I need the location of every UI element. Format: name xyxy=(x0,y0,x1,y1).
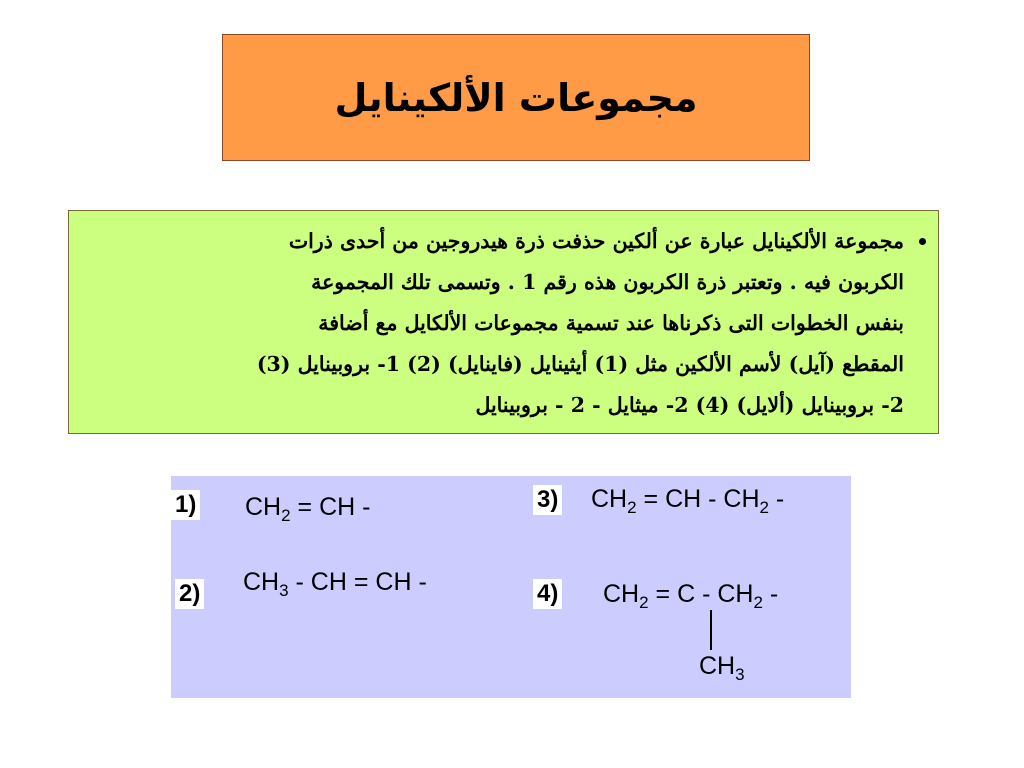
body-line: المقطع (آيل) لأسم الألكين مثل (1) أيثينايل (فاينايل) (2) 1- بروبينايل (3) xyxy=(256,352,904,376)
formula-number: 4) xyxy=(533,579,562,609)
formula-subscript: 3 xyxy=(279,581,289,600)
formula-text: - xyxy=(768,485,785,513)
formula-text: - CH = CH - xyxy=(288,568,427,596)
formula-text: = CH - xyxy=(290,493,371,521)
title-box xyxy=(222,34,810,161)
formula-text: CH xyxy=(245,493,282,521)
formula-text: CH xyxy=(603,580,640,608)
formula-text: - xyxy=(762,580,779,608)
formula-text: CH xyxy=(243,568,280,596)
formula-subscript: 2 xyxy=(639,593,649,612)
bullet-icon xyxy=(919,238,926,245)
formula-subscript: 2 xyxy=(753,593,763,612)
formula-number: 2) xyxy=(175,579,204,609)
formula-4 xyxy=(603,580,779,612)
formula-subscript: 2 xyxy=(627,498,637,517)
formula-subscript: 2 xyxy=(759,498,769,517)
body-line: 2- بروبينايل (ألايل) (4) 2- ميثايل - 2 - بروبينايل xyxy=(475,393,904,417)
formula-subscript: 3 xyxy=(735,665,745,684)
body-line: الكربون فيه . وتعتبر ذرة الكربون هذه رقم 1 . وتسمى تلك المجموعة xyxy=(311,270,904,294)
formula-2 xyxy=(243,568,427,600)
formula-number: 1) xyxy=(171,490,200,520)
body-text-box xyxy=(68,210,939,434)
formula-1 xyxy=(245,493,371,525)
formula-text: CH xyxy=(699,652,736,680)
formula-box xyxy=(171,476,851,698)
body-line: بنفس الخطوات التى ذكرناها عند تسمية مجموعات الألكايل مع أضافة xyxy=(318,311,904,335)
formula-number: 3) xyxy=(533,485,562,515)
body-line: مجموعة الألكينايل عبارة عن ألكين حذفت ذرة هيدروجين من أحدى ذرات xyxy=(288,229,904,253)
formula-text: = CH - CH xyxy=(636,485,760,513)
formula-3 xyxy=(591,485,785,517)
formula-4-branch xyxy=(699,652,745,684)
slide-title: مجموعات الألكينايل xyxy=(334,75,698,120)
formula-subscript: 2 xyxy=(281,506,291,525)
bond-line xyxy=(710,610,712,650)
formula-text: = C - CH xyxy=(648,580,754,608)
formula-text: CH xyxy=(591,485,628,513)
